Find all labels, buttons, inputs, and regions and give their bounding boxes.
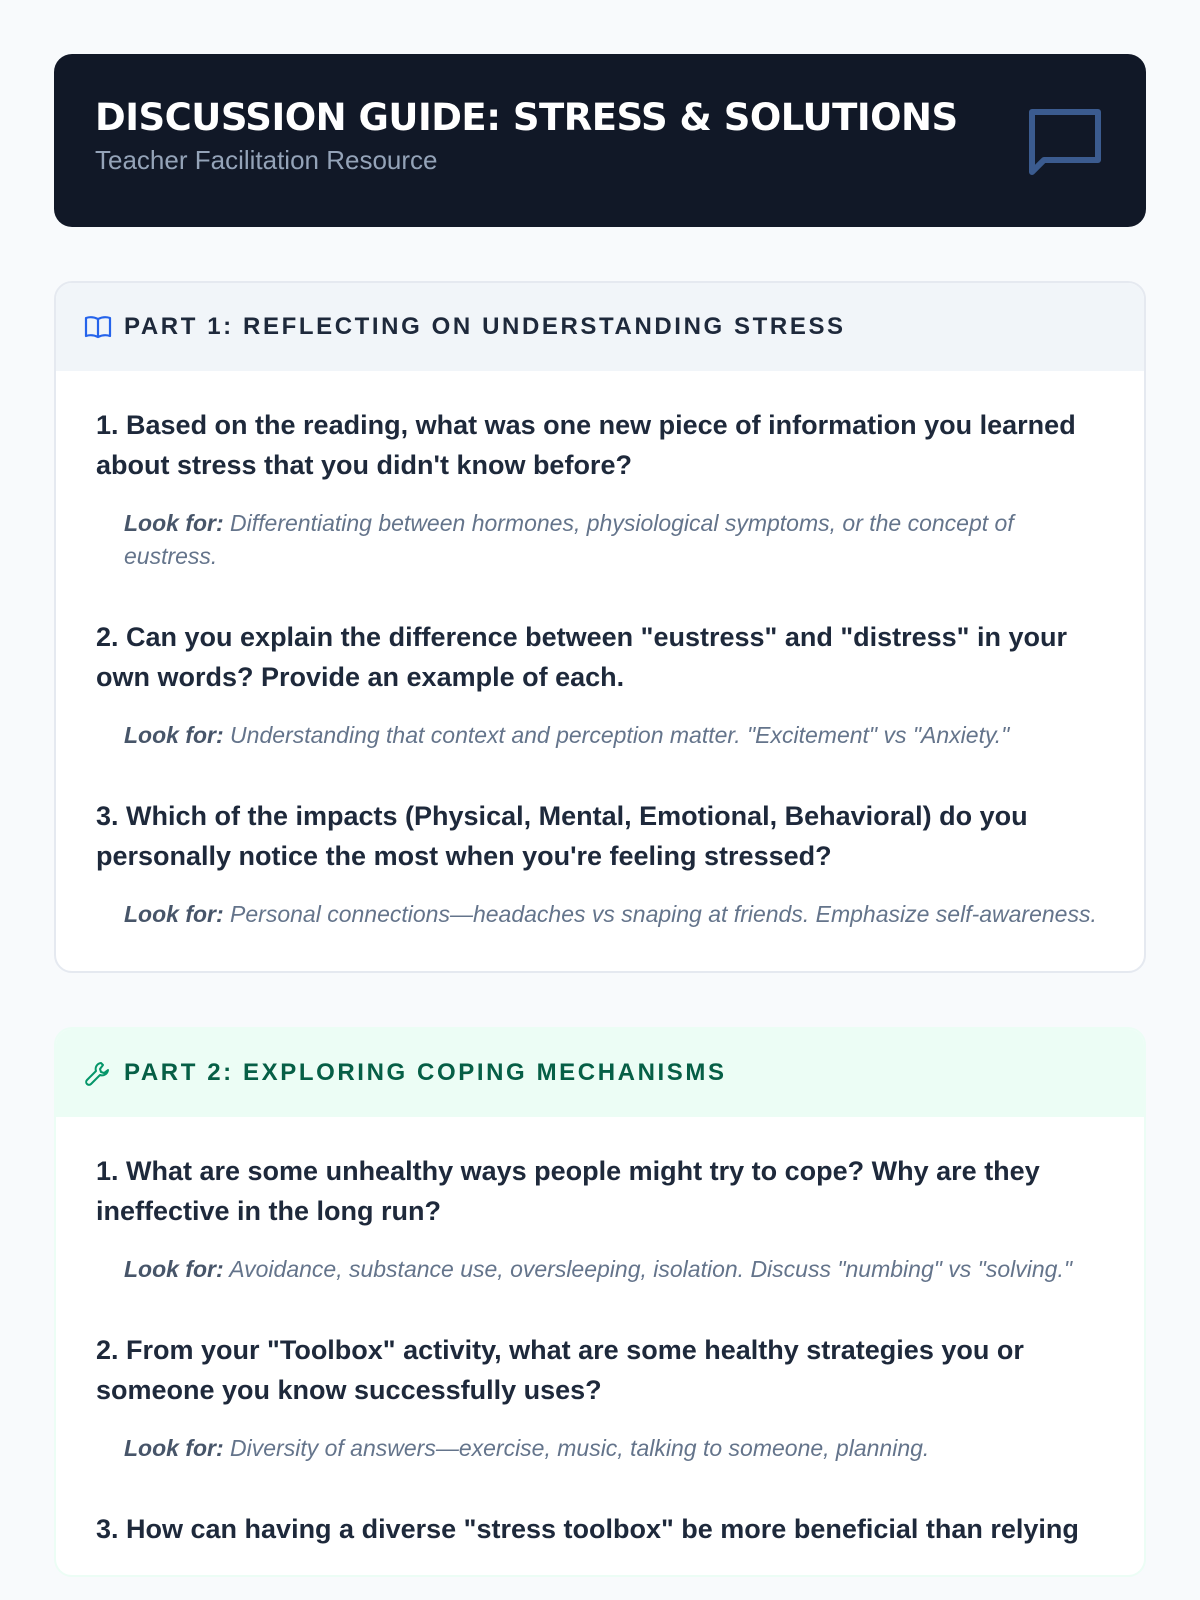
chat-bubble-icon bbox=[1026, 106, 1104, 178]
section-body bbox=[56, 371, 1144, 971]
question-item bbox=[96, 1509, 1104, 1549]
section-title: PART 1: REFLECTING ON UNDERSTANDING STRESS bbox=[124, 313, 846, 340]
look-for-note bbox=[124, 507, 1104, 573]
look-for-label: Look for: bbox=[124, 901, 224, 927]
question-text: 1. Based on the reading, what was one new piece of information you learned about stress that you didn't know before? bbox=[96, 410, 1076, 480]
section-header bbox=[56, 1029, 1144, 1117]
section-header bbox=[56, 283, 1144, 371]
look-for-label: Look for: bbox=[124, 722, 224, 748]
look-for-note bbox=[124, 1432, 1104, 1465]
question-item bbox=[96, 1330, 1104, 1465]
section-part-1 bbox=[54, 281, 1146, 973]
section-part-2 bbox=[54, 1027, 1146, 1577]
question-text: 3. Which of the impacts (Physical, Mental, Emotional, Behavioral) do you personally notice the most when you're feeling stressed? bbox=[96, 801, 1028, 871]
question-item bbox=[96, 617, 1104, 752]
question-item bbox=[96, 1151, 1104, 1286]
look-for-note bbox=[124, 1253, 1104, 1286]
look-for-text: Understanding that context and perception matter. "Excitement" vs "Anxiety." bbox=[230, 722, 1010, 748]
look-for-text: Avoidance, substance use, oversleeping, isolation. Discuss "numbing" vs "solving." bbox=[229, 1256, 1072, 1282]
look-for-label: Look for: bbox=[124, 1256, 224, 1282]
look-for-text: Differentiating between hormones, physiological symptoms, or the concept of eustress. bbox=[124, 510, 1014, 569]
look-for-note bbox=[124, 898, 1104, 931]
wrench-icon bbox=[84, 1059, 112, 1087]
book-open-icon bbox=[84, 313, 112, 341]
question-item bbox=[96, 405, 1104, 573]
look-for-text: Personal connections—headaches vs snaping at friends. Emphasize self-awareness. bbox=[230, 901, 1097, 927]
look-for-text: Diversity of answers—exercise, music, talking to someone, planning. bbox=[230, 1435, 930, 1461]
question-text: 2. Can you explain the difference between "eustress" and "distress" in your own words? Provide an example of each. bbox=[96, 622, 1067, 692]
question-text: 2. From your "Toolbox" activity, what are some healthy strategies you or someone you know successfully uses? bbox=[96, 1335, 1024, 1405]
look-for-note bbox=[124, 719, 1104, 752]
guide-header bbox=[54, 54, 1146, 227]
look-for-label: Look for: bbox=[124, 510, 224, 536]
page-title: DISCUSSION GUIDE: STRESS & SOLUTIONS bbox=[95, 96, 958, 139]
question-text: 3. How can having a diverse "stress toolbox" be more beneficial than relying bbox=[96, 1514, 1079, 1544]
question-item bbox=[96, 796, 1104, 931]
question-text: 1. What are some unhealthy ways people might try to cope? Why are they ineffective in the long run? bbox=[96, 1156, 1040, 1226]
section-title: PART 2: EXPLORING COPING MECHANISMS bbox=[124, 1059, 727, 1086]
section-body bbox=[56, 1117, 1144, 1575]
look-for-label: Look for: bbox=[124, 1435, 224, 1461]
page-subtitle: Teacher Facilitation Resource bbox=[95, 145, 438, 175]
